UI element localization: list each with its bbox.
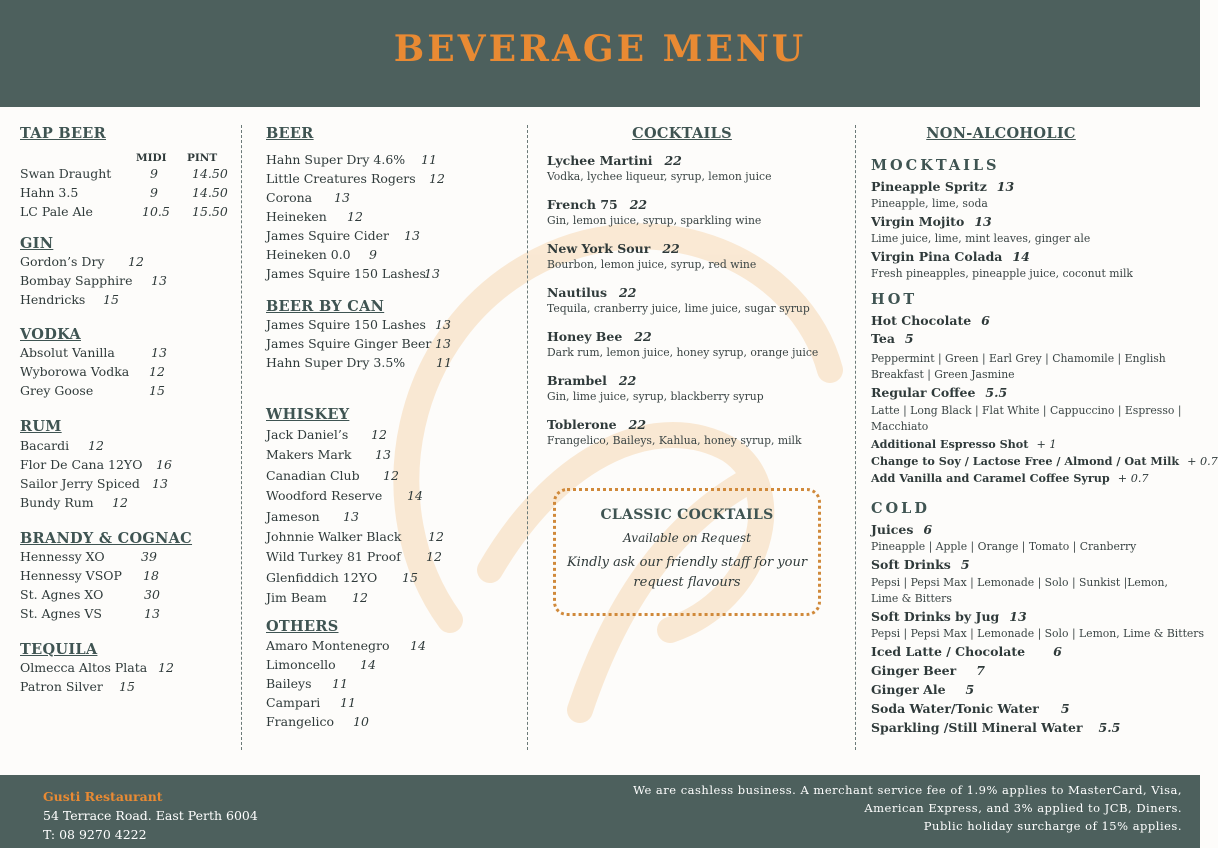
espresso-shot-addon <box>871 437 1193 454</box>
menu-item <box>266 638 521 657</box>
mocktail-item <box>871 214 1193 232</box>
restaurant-phone: T: 08 9270 4222 <box>43 827 147 842</box>
item-name: Olmecca Altos Plata <box>20 660 148 675</box>
tea-options: Peppermint | Green | Earl Grey | Chamomile | English Breakfast | Green Jasmine <box>871 352 1166 381</box>
menu-item <box>266 570 521 590</box>
payment-note-line3: Public holiday surcharge of 15% applies. <box>923 819 1182 833</box>
item-name: Limoncello <box>266 656 336 672</box>
item-name: LC Pale Ale <box>20 204 93 219</box>
item-name: Campari <box>266 695 321 711</box>
item-name: St. Agnes VS <box>20 606 102 621</box>
item-name: Baileys <box>266 675 312 691</box>
item-price: 14 <box>360 656 376 672</box>
soft-drinks-item <box>871 557 1193 575</box>
section-title-tap-beer: TAP BEER <box>20 125 107 142</box>
item-name: Woodford Reserve <box>266 488 383 504</box>
item-name: Makers Mark <box>266 447 352 463</box>
menu-item <box>20 587 235 606</box>
section-title-non-alcoholic: NON-ALCOHOLIC <box>926 125 1076 142</box>
tap-beer-list <box>20 166 235 223</box>
item-name: Patron Silver <box>20 679 103 694</box>
item-price: 15 <box>149 383 165 398</box>
item-name: Swan Draught <box>20 166 112 181</box>
cocktail-list <box>547 153 847 461</box>
menu-item <box>20 292 235 311</box>
soft-drinks-options: Pepsi | Pepsi Max | Lemonade | Solo | Sunkist |Lemon, Lime & Bitters <box>871 576 1168 605</box>
item-name: Ginger Beer <box>871 663 957 678</box>
item-price: 22 <box>628 417 647 432</box>
menu-item <box>266 488 521 508</box>
column-non-alcoholic <box>871 125 1218 739</box>
page-title: BEVERAGE MENU <box>393 28 807 70</box>
tap-beer-item <box>20 166 235 185</box>
item-price: 16 <box>156 457 172 472</box>
item-price: 5 <box>960 557 970 572</box>
classic-note-line1: Kindly ask our friendly staff for your <box>566 555 808 570</box>
menu-item <box>266 695 521 714</box>
item-price: 11 <box>332 675 348 691</box>
mocktail-ingredients: Fresh pineapples, pineapple juice, coconut milk <box>871 267 1133 280</box>
item-price: 11 <box>436 355 452 370</box>
item-price: 22 <box>662 241 680 256</box>
item-name: Honey Bee <box>547 329 623 344</box>
hot-chocolate-item <box>871 313 1193 331</box>
coffee-options: Latte | Long Black | Flat White | Cappuccino | Espresso | Macchiato <box>871 404 1182 433</box>
addon-price: + 0.7 <box>1187 455 1218 468</box>
ginger-ale-item <box>871 682 1193 701</box>
item-name: Heineken <box>266 209 327 224</box>
section-title-beer: BEER <box>266 125 314 142</box>
item-name: Heineken 0.0 <box>266 247 351 262</box>
footer-bar <box>0 775 1200 848</box>
item-name: Johnnie Walker Black <box>266 528 402 544</box>
item-price: 13 <box>144 606 160 621</box>
item-name: Bombay Sapphire <box>20 273 133 288</box>
payment-note-line2: American Express, and 3% applied to JCB, Diners. <box>864 801 1182 815</box>
pint-price: 14.50 <box>192 166 228 181</box>
cocktail-item <box>547 153 847 170</box>
mocktail-item <box>871 179 1193 197</box>
classic-note-line2: request flavours <box>633 575 741 590</box>
column-divider-1 <box>241 125 242 750</box>
item-price: 6 <box>923 522 933 537</box>
item-name: Soft Drinks by Jug <box>871 609 1000 624</box>
item-price: 13 <box>343 508 359 524</box>
menu-item <box>20 345 235 364</box>
menu-item <box>266 427 521 447</box>
item-price: 6 <box>1053 644 1062 659</box>
footer-payment-note <box>622 781 1182 835</box>
menu-item <box>20 383 235 402</box>
tap-beer-column-headers <box>20 152 235 166</box>
vodka-list <box>20 345 235 402</box>
menu-item <box>266 447 521 467</box>
classic-cocktails-available: Available on Request <box>623 531 751 545</box>
item-name: Absolut Vanilla <box>20 345 115 360</box>
item-name: Hot Chocolate <box>871 313 972 328</box>
menu-item <box>266 190 521 209</box>
item-price: 13 <box>996 179 1015 194</box>
item-name: Hahn Super Dry 4.6% <box>266 152 406 167</box>
item-price: 13 <box>424 266 440 281</box>
menu-item <box>266 336 521 355</box>
item-price: 10 <box>353 714 369 730</box>
addon-name: Additional Espresso Shot <box>871 437 1029 451</box>
item-price: 14 <box>1012 249 1030 264</box>
item-price: 12 <box>347 209 363 224</box>
item-name: James Squire 150 Lashes <box>266 266 426 281</box>
tequila-list <box>20 660 235 698</box>
menu-item <box>20 254 235 273</box>
item-name: Soft Drinks <box>871 557 951 572</box>
menu-item <box>20 660 235 679</box>
item-name: Hendricks <box>20 292 86 307</box>
item-price: 13 <box>435 317 451 332</box>
item-name: Sparkling /Still Mineral Water <box>871 720 1083 735</box>
syrup-addon <box>871 471 1193 488</box>
cocktail-item <box>547 417 847 434</box>
soft-drinks-jug-item <box>871 609 1193 627</box>
pint-header: PINT <box>187 152 218 164</box>
item-price: 12 <box>429 171 445 186</box>
pint-price: 15.50 <box>192 204 228 219</box>
item-price: 5 <box>1060 701 1070 716</box>
item-name: St. Agnes XO <box>20 587 104 602</box>
item-price: 13 <box>375 447 391 463</box>
item-price: 15 <box>103 292 119 307</box>
cocktail-ingredients: Vodka, lychee liqueur, syrup, lemon juice <box>547 170 772 183</box>
item-name: Hahn Super Dry 3.5% <box>266 355 406 370</box>
item-name: Canadian Club <box>266 467 360 483</box>
juices-item <box>871 522 1193 540</box>
item-name: Hennessy VSOP <box>20 568 122 583</box>
item-name: Jameson <box>266 508 320 524</box>
milk-change-addon <box>871 454 1218 471</box>
item-price: 6 <box>981 313 990 328</box>
menu-item <box>20 679 235 698</box>
item-name: Bacardi <box>20 438 70 453</box>
item-name: Tea <box>871 331 895 346</box>
cocktail-ingredients: Dark rum, lemon juice, honey syrup, orange juice <box>547 346 819 359</box>
tea-item <box>871 331 1193 349</box>
item-price: 13 <box>151 345 167 360</box>
item-price: 15 <box>402 569 418 585</box>
item-name: Soda Water/Tonic Water <box>871 701 1039 716</box>
mocktail-ingredients: Pineapple, lime, soda <box>871 197 988 210</box>
cocktail-ingredients: Gin, lemon juice, syrup, sparkling wine <box>547 214 762 227</box>
soda-water-item <box>871 701 1193 720</box>
menu-item <box>20 364 235 383</box>
soft-drinks-jug-options: Pepsi | Pepsi Max | Lemonade | Solo | Lemon, Lime & Bitters <box>871 627 1205 640</box>
item-name: Bundy Rum <box>20 495 94 510</box>
cocktail-item <box>547 373 847 390</box>
menu-item <box>266 676 521 695</box>
item-name: Little Creatures Rogers <box>266 171 416 186</box>
item-price: 12 <box>352 590 368 606</box>
menu-item <box>266 590 521 610</box>
midi-price: 9 <box>150 166 158 181</box>
column-cocktails <box>547 125 847 461</box>
item-name: James Squire Cider <box>266 228 389 243</box>
menu-item <box>266 228 521 247</box>
item-price: 5.5 <box>1098 720 1121 735</box>
mocktail-list <box>871 179 1193 284</box>
item-name: Flor De Cana 12YO <box>20 457 143 472</box>
item-price: 7 <box>976 663 985 678</box>
column-divider-3 <box>855 125 856 750</box>
menu-item <box>20 438 235 457</box>
whiskey-list <box>266 427 521 611</box>
item-price: 22 <box>619 285 637 300</box>
menu-item <box>266 247 521 266</box>
item-price: 12 <box>426 549 442 565</box>
subsection-cold: COLD <box>871 500 930 517</box>
item-name: Iced Latte / Chocolate <box>871 644 1026 659</box>
item-name: French 75 <box>547 197 618 212</box>
item-price: 9 <box>369 247 377 262</box>
item-price: 12 <box>112 495 128 510</box>
item-name: Ginger Ale <box>871 682 946 697</box>
classic-cocktails-note <box>556 553 818 593</box>
cocktail-ingredients: Gin, lime juice, syrup, blackberry syrup <box>547 390 764 403</box>
cocktail-item <box>547 241 847 258</box>
item-price: 12 <box>128 254 144 269</box>
midi-price: 9 <box>150 185 158 200</box>
addon-name: Add Vanilla and Caramel Coffee Syrup <box>871 471 1110 485</box>
section-title-whiskey: WHISKEY <box>266 406 350 423</box>
menu-item <box>20 457 235 476</box>
menu-item <box>266 355 521 374</box>
rum-list <box>20 438 235 514</box>
item-name: Corona <box>266 190 313 205</box>
item-name: Jack Daniel’s <box>266 427 349 442</box>
item-price: 30 <box>144 587 160 602</box>
item-price: 12 <box>88 438 104 453</box>
item-price: 13 <box>435 336 451 351</box>
section-title-cocktails: COCKTAILS <box>632 125 732 142</box>
header-banner <box>0 0 1200 107</box>
section-title-gin: GIN <box>20 235 54 252</box>
menu-item <box>266 152 521 171</box>
menu-item <box>266 171 521 190</box>
brandy-list <box>20 549 235 625</box>
item-price: 13 <box>1009 609 1027 624</box>
menu-item <box>20 495 235 514</box>
item-price: 22 <box>634 329 652 344</box>
item-name: Lychee Martini <box>547 153 653 168</box>
item-name: Frangelico <box>266 714 335 730</box>
cocktail-ingredients: Tequila, cranberry juice, lime juice, sugar syrup <box>547 302 810 315</box>
item-name: Wyborowa Vodka <box>20 364 130 379</box>
item-price: 12 <box>428 528 444 544</box>
item-name: Virgin Mojito <box>871 214 965 229</box>
addon-price: + 0.7 <box>1117 472 1149 485</box>
menu-item <box>266 317 521 336</box>
section-title-vodka: VODKA <box>20 326 81 343</box>
item-name: Pineapple Spritz <box>871 179 987 194</box>
item-name: Juices <box>871 522 914 537</box>
section-title-brandy: BRANDY & COGNAC <box>20 530 193 547</box>
item-price: 22 <box>618 373 637 388</box>
midi-header: MIDI <box>136 152 167 164</box>
item-name: Virgin Pina Colada <box>871 249 1003 264</box>
item-name: Wild Turkey 81 Proof <box>266 549 401 565</box>
item-name: New York Sour <box>547 241 651 256</box>
item-price: 39 <box>141 549 157 564</box>
item-price: 13 <box>152 476 168 491</box>
item-name: Gordon’s Dry <box>20 254 105 269</box>
others-list <box>266 638 521 734</box>
juices-options: Pineapple | Apple | Orange | Tomato | Cranberry <box>871 540 1137 553</box>
beer-list <box>266 152 521 285</box>
item-price: 13 <box>974 214 992 229</box>
item-price: 11 <box>340 695 356 711</box>
tap-beer-item <box>20 185 235 204</box>
column-spirits <box>20 125 235 698</box>
menu-item <box>266 714 521 733</box>
item-name: Grey Goose <box>20 383 94 398</box>
iced-latte-item <box>871 644 1193 663</box>
item-name: Sailor Jerry Spiced <box>20 476 140 491</box>
item-price: 12 <box>371 427 387 442</box>
mocktail-item <box>871 249 1193 267</box>
menu-item <box>20 273 235 292</box>
payment-note-line1: We are cashless business. A merchant service fee of 1.9% applies to MasterCard, Visa, <box>633 783 1182 797</box>
menu-item <box>266 657 521 676</box>
subsection-mocktails: MOCKTAILS <box>871 157 1000 174</box>
item-name: Hahn 3.5 <box>20 185 79 200</box>
item-name: James Squire Ginger Beer <box>266 336 432 351</box>
menu-item <box>266 468 521 488</box>
item-price: 5.5 <box>985 385 1008 400</box>
mineral-water-item <box>871 720 1193 739</box>
section-title-beer-can: BEER BY CAN <box>266 298 385 315</box>
item-price: 14 <box>410 637 426 653</box>
cocktail-item <box>547 285 847 302</box>
classic-cocktails-title: CLASSIC COCKTAILS <box>600 507 774 523</box>
menu-item <box>20 549 235 568</box>
menu-item <box>20 476 235 495</box>
item-name: Glenfiddich 12YO <box>266 569 378 585</box>
item-price: 22 <box>664 153 682 168</box>
item-name: James Squire 150 Lashes <box>266 317 426 332</box>
addon-name: Change to Soy / Lactose Free / Almond / Oat Milk <box>871 454 1180 468</box>
cocktail-item <box>547 197 847 214</box>
item-price: 5 <box>904 331 914 346</box>
tap-beer-item <box>20 204 235 223</box>
midi-price: 10.5 <box>142 204 170 219</box>
ginger-beer-item <box>871 663 1193 682</box>
restaurant-name: Gusti Restaurant <box>43 789 163 804</box>
beer-can-list <box>266 317 521 374</box>
gin-list <box>20 254 235 311</box>
section-title-rum: RUM <box>20 418 62 435</box>
section-title-others: OTHERS <box>266 617 339 635</box>
menu-item <box>266 549 521 569</box>
menu-item <box>20 568 235 587</box>
menu-item <box>266 509 521 529</box>
item-name: Brambel <box>547 373 607 388</box>
item-price: 12 <box>383 467 399 483</box>
addon-price: + 1 <box>1036 438 1057 451</box>
cocktail-item <box>547 329 847 346</box>
item-name: Hennessy XO <box>20 549 105 564</box>
item-price: 18 <box>143 568 159 583</box>
item-price: 15 <box>119 679 135 694</box>
cocktail-ingredients: Frangelico, Baileys, Kahlua, honey syrup, milk <box>547 434 802 447</box>
item-name: Toblerone <box>547 417 617 432</box>
item-price: 11 <box>421 152 437 167</box>
classic-cocktails-box <box>553 488 821 616</box>
regular-coffee-item <box>871 385 1193 403</box>
footer-contact <box>43 787 258 844</box>
item-price: 13 <box>404 228 420 243</box>
item-name: Jim Beam <box>266 590 327 606</box>
mocktail-ingredients: Lime juice, lime, mint leaves, ginger ale <box>871 232 1091 245</box>
item-price: 13 <box>334 190 350 205</box>
menu-item <box>266 266 521 285</box>
item-price: 12 <box>149 364 165 379</box>
pint-price: 14.50 <box>192 185 228 200</box>
item-price: 22 <box>629 197 648 212</box>
menu-item <box>20 606 235 625</box>
section-title-tequila: TEQUILA <box>20 641 98 658</box>
cocktail-ingredients: Bourbon, lemon juice, syrup, red wine <box>547 258 757 271</box>
menu-item <box>266 529 521 549</box>
item-name: Regular Coffee <box>871 385 976 400</box>
item-price: 13 <box>151 273 167 288</box>
column-beer-whiskey <box>266 125 521 733</box>
item-price: 14 <box>407 488 423 504</box>
item-price: 5 <box>965 682 975 697</box>
item-price: 12 <box>158 660 174 675</box>
item-name: Nautilus <box>547 285 608 300</box>
restaurant-address: 54 Terrace Road. East Perth 6004 <box>43 808 258 823</box>
menu-item <box>266 209 521 228</box>
subsection-hot: HOT <box>871 291 918 308</box>
column-divider-2 <box>527 125 528 750</box>
item-name: Amaro Montenegro <box>266 637 390 653</box>
